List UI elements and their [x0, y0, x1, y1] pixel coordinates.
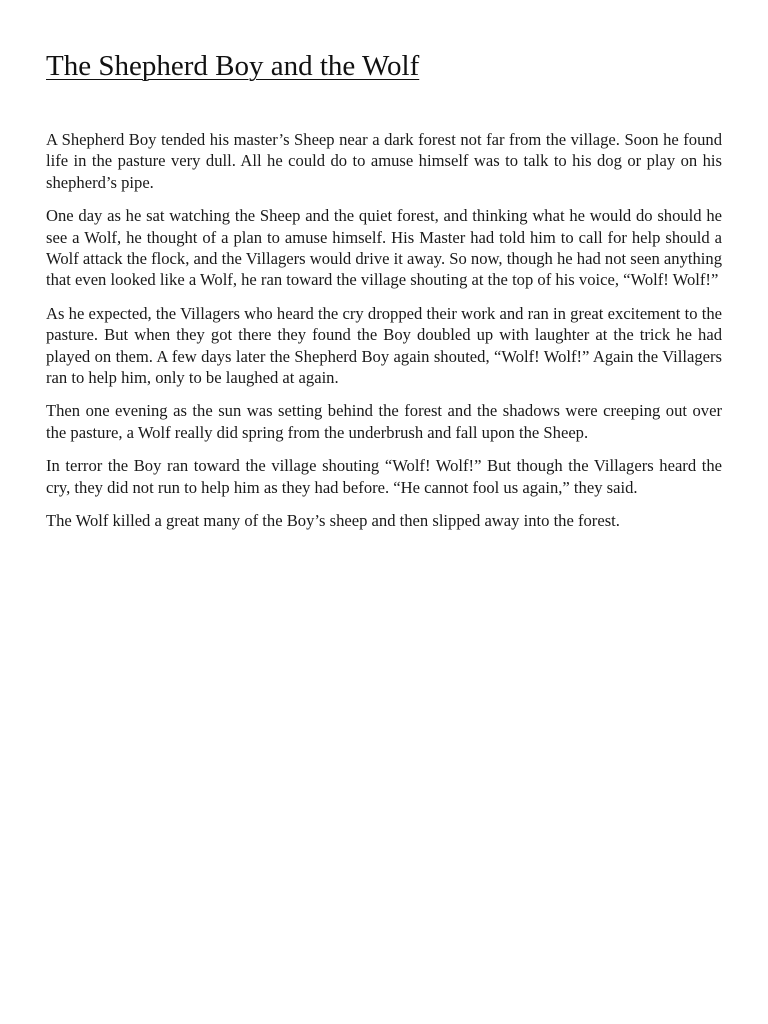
- paragraph-1: A Shepherd Boy tended his master’s Sheep near a dark forest not far from the village. Soon he found life in the pasture very dull. All he could do to amuse himself was to talk to his dog or play on his shepherd’s pipe.: [46, 130, 722, 192]
- paragraph-4: Then one evening as the sun was setting behind the forest and the shadows were creeping out over the pasture, a Wolf really did spring from the underbrush and fall upon the Sheep.: [46, 401, 722, 442]
- document-body: [46, 129, 722, 532]
- paragraph-3: As he expected, the Villagers who heard the cry dropped their work and ran in great excitement to the pasture. But when they got there they found the Boy doubled up with laughter at the trick he had played on them. A few days later the Shepherd Boy again shouted, “Wolf! Wolf!” Again the Villagers ran to help him, only to be laughed at again.: [46, 303, 722, 388]
- paragraph-5: In terror the Boy ran toward the village shouting “Wolf! Wolf!” But though the Villagers heard the cry, they did not run to help him as they had before. “He cannot fool us again,” they said.: [46, 456, 722, 497]
- paragraph-6: The Wolf killed a great many of the Boy’s sheep and then slipped away into the forest.: [46, 511, 620, 531]
- document-page: [46, 48, 722, 544]
- document-title: The Shepherd Boy and the Wolf: [46, 50, 420, 82]
- paragraph-2: One day as he sat watching the Sheep and the quiet forest, and thinking what he would do should he see a Wolf, he thought of a plan to amuse himself. His Master had told him to call for help should a Wolf attack the flock, and the Villagers would drive it away. So now, though he had not seen anything that even looked like a Wolf, he ran toward the village shouting at the top of his voice, “Wolf! Wolf!”: [46, 206, 722, 290]
